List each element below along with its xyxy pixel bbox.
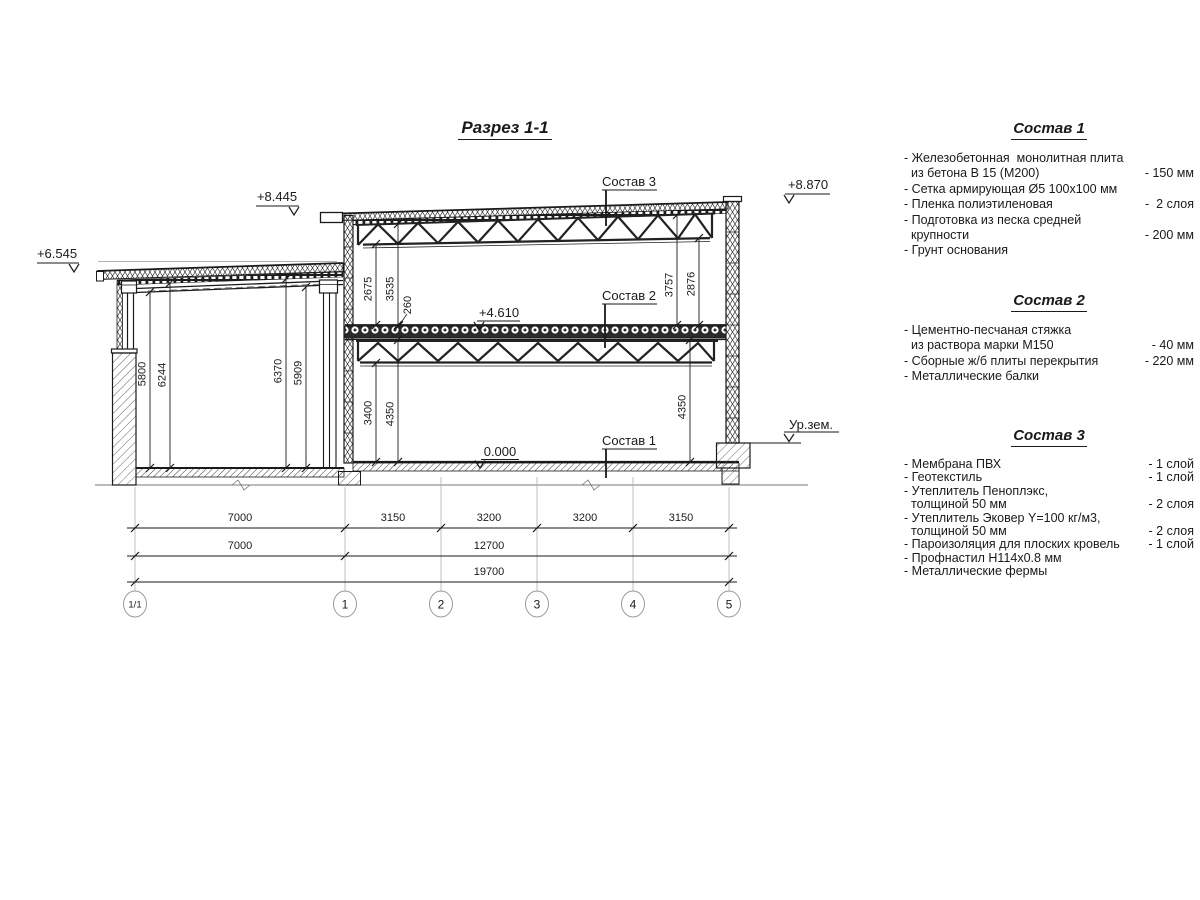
note-item: - Цементно-песчаная стяжка [904, 323, 1072, 337]
junction-pedestal [339, 472, 361, 486]
column-capital [122, 281, 137, 293]
note-item: толщиной 50 мм - 2 слоя [911, 497, 1194, 512]
ground-floor-slab [353, 462, 739, 471]
note-item: крупности - 200 мм [911, 228, 1194, 243]
elevation-label: 0.000 [483, 444, 517, 459]
note-item: из раствора марки М150 - 40 мм [911, 338, 1194, 353]
note-item: - Геотекстиль - 1 слой [904, 470, 1194, 485]
parapet-cap [724, 197, 742, 202]
dim-3535 [385, 220, 403, 329]
dim-label: 3535 [384, 276, 397, 302]
elevation-mark [256, 189, 299, 215]
notes-sostav-3 [904, 427, 1194, 579]
axis-label: 3 [533, 597, 541, 612]
roof-edge-cap [97, 272, 104, 282]
note-heading: Состав 2 [904, 292, 1194, 309]
note-item: - Профнастил Н114х0.8 мм [904, 550, 1062, 565]
left-building [97, 262, 345, 486]
notes-sostav-1 [904, 120, 1194, 259]
note-item: толщиной 50 мм - 2 слоя [911, 524, 1194, 539]
callout-label: Состав 3 [602, 174, 656, 189]
column-capital [320, 280, 338, 293]
dim-label: 3200 [476, 512, 502, 524]
note-item: - Пароизоляция для плоских кровель - 1 слой [904, 537, 1194, 552]
horizontal-dimensions [127, 512, 737, 586]
dim-label: 19700 [473, 566, 505, 578]
dim-2876 [686, 234, 704, 329]
note-item: - Пленка полиэтиленовая - 2 слоя [904, 197, 1194, 212]
callout-sostav3 [602, 174, 657, 226]
section-title: Разрез 1-1 [430, 118, 580, 138]
left-wall-cladding [117, 284, 123, 353]
note-item: - Сборные ж/б плиты перекрытия - 220 мм [904, 353, 1194, 368]
left-floor-slab [136, 468, 344, 477]
dim-label: 3200 [572, 512, 598, 524]
dim-3400 [363, 359, 381, 466]
callout-label: Состав 2 [602, 288, 656, 303]
note-item: - Металлические балки [904, 369, 1039, 384]
dim-6244 [157, 279, 175, 472]
dim-label: 3400 [362, 400, 375, 426]
elevation-label: +4.610 [478, 305, 520, 320]
elevation-label: Ур.зем. [788, 417, 834, 432]
dim-2675 [363, 240, 381, 329]
dim-label: 2675 [362, 276, 375, 302]
dim-label: 6244 [156, 362, 169, 388]
dim-label: 3150 [380, 512, 406, 524]
elevation-label: +8.870 [787, 177, 829, 192]
note-heading: Состав 3 [904, 427, 1194, 444]
callout-label: Состав 1 [602, 433, 656, 448]
axis-label: 2 [437, 597, 445, 612]
dim-5800 [137, 288, 155, 472]
note-item: - Металлические фермы [904, 564, 1048, 579]
dim-label: 12700 [473, 540, 505, 552]
dim-label: 4350 [676, 394, 689, 420]
axis-label: 1/1 [128, 599, 142, 611]
note-item: - Сетка армирующая Ø5 100х100 мм [904, 181, 1118, 196]
intermediate-floor [345, 325, 726, 340]
notes-sostav-2 [904, 292, 1194, 385]
tall-right-wall [726, 202, 739, 444]
dim-label: 7000 [227, 540, 253, 552]
dim-label: 260 [402, 295, 414, 315]
ground-line [95, 480, 808, 490]
elevation-label: +6.545 [36, 246, 78, 261]
dim-label: 6370 [272, 358, 285, 384]
dim-label: 5800 [136, 361, 149, 387]
note-item: - Подготовка из песка средней [904, 212, 1082, 227]
floor-truss [356, 341, 718, 366]
note-heading: Состав 1 [904, 120, 1194, 137]
dim-label: 7000 [227, 512, 253, 524]
dim-label: 3757 [663, 272, 676, 298]
footing [717, 443, 751, 468]
roof-edge-cap [321, 213, 343, 223]
left-wall-pedestal [113, 353, 137, 485]
note-item: - Утеплитель Пеноплэкс, [904, 483, 1049, 498]
ground-level-mark [784, 417, 839, 442]
dim-label: 2876 [685, 271, 698, 297]
axis-bubbles [124, 591, 741, 617]
dim-6370 [273, 275, 291, 472]
elevation-label: +8.445 [256, 189, 298, 204]
tall-building [321, 197, 802, 486]
axis-label: 4 [629, 597, 637, 612]
dim-3757 [664, 211, 682, 329]
note-item: - Мембрана ПВХ - 1 слой [904, 457, 1194, 471]
dim-5909 [293, 283, 311, 472]
elevation-mark [37, 246, 79, 272]
note-item: - Утеплитель Эковер Y=100 кг/м3, [904, 510, 1101, 525]
dim-label: 5909 [292, 360, 305, 386]
elevation-mark [784, 177, 830, 203]
dim-label: 4350 [384, 401, 397, 427]
axis-label: 5 [725, 597, 733, 612]
note-item: - Железобетонная монолитная плита [904, 151, 1124, 165]
note-item: из бетона В 15 (М200) - 150 мм [911, 166, 1194, 181]
axis-label: 1 [341, 597, 349, 612]
dim-label: 3150 [668, 512, 694, 524]
note-item: - Грунт основания [904, 243, 1009, 258]
axis-extension-lines [135, 477, 729, 591]
